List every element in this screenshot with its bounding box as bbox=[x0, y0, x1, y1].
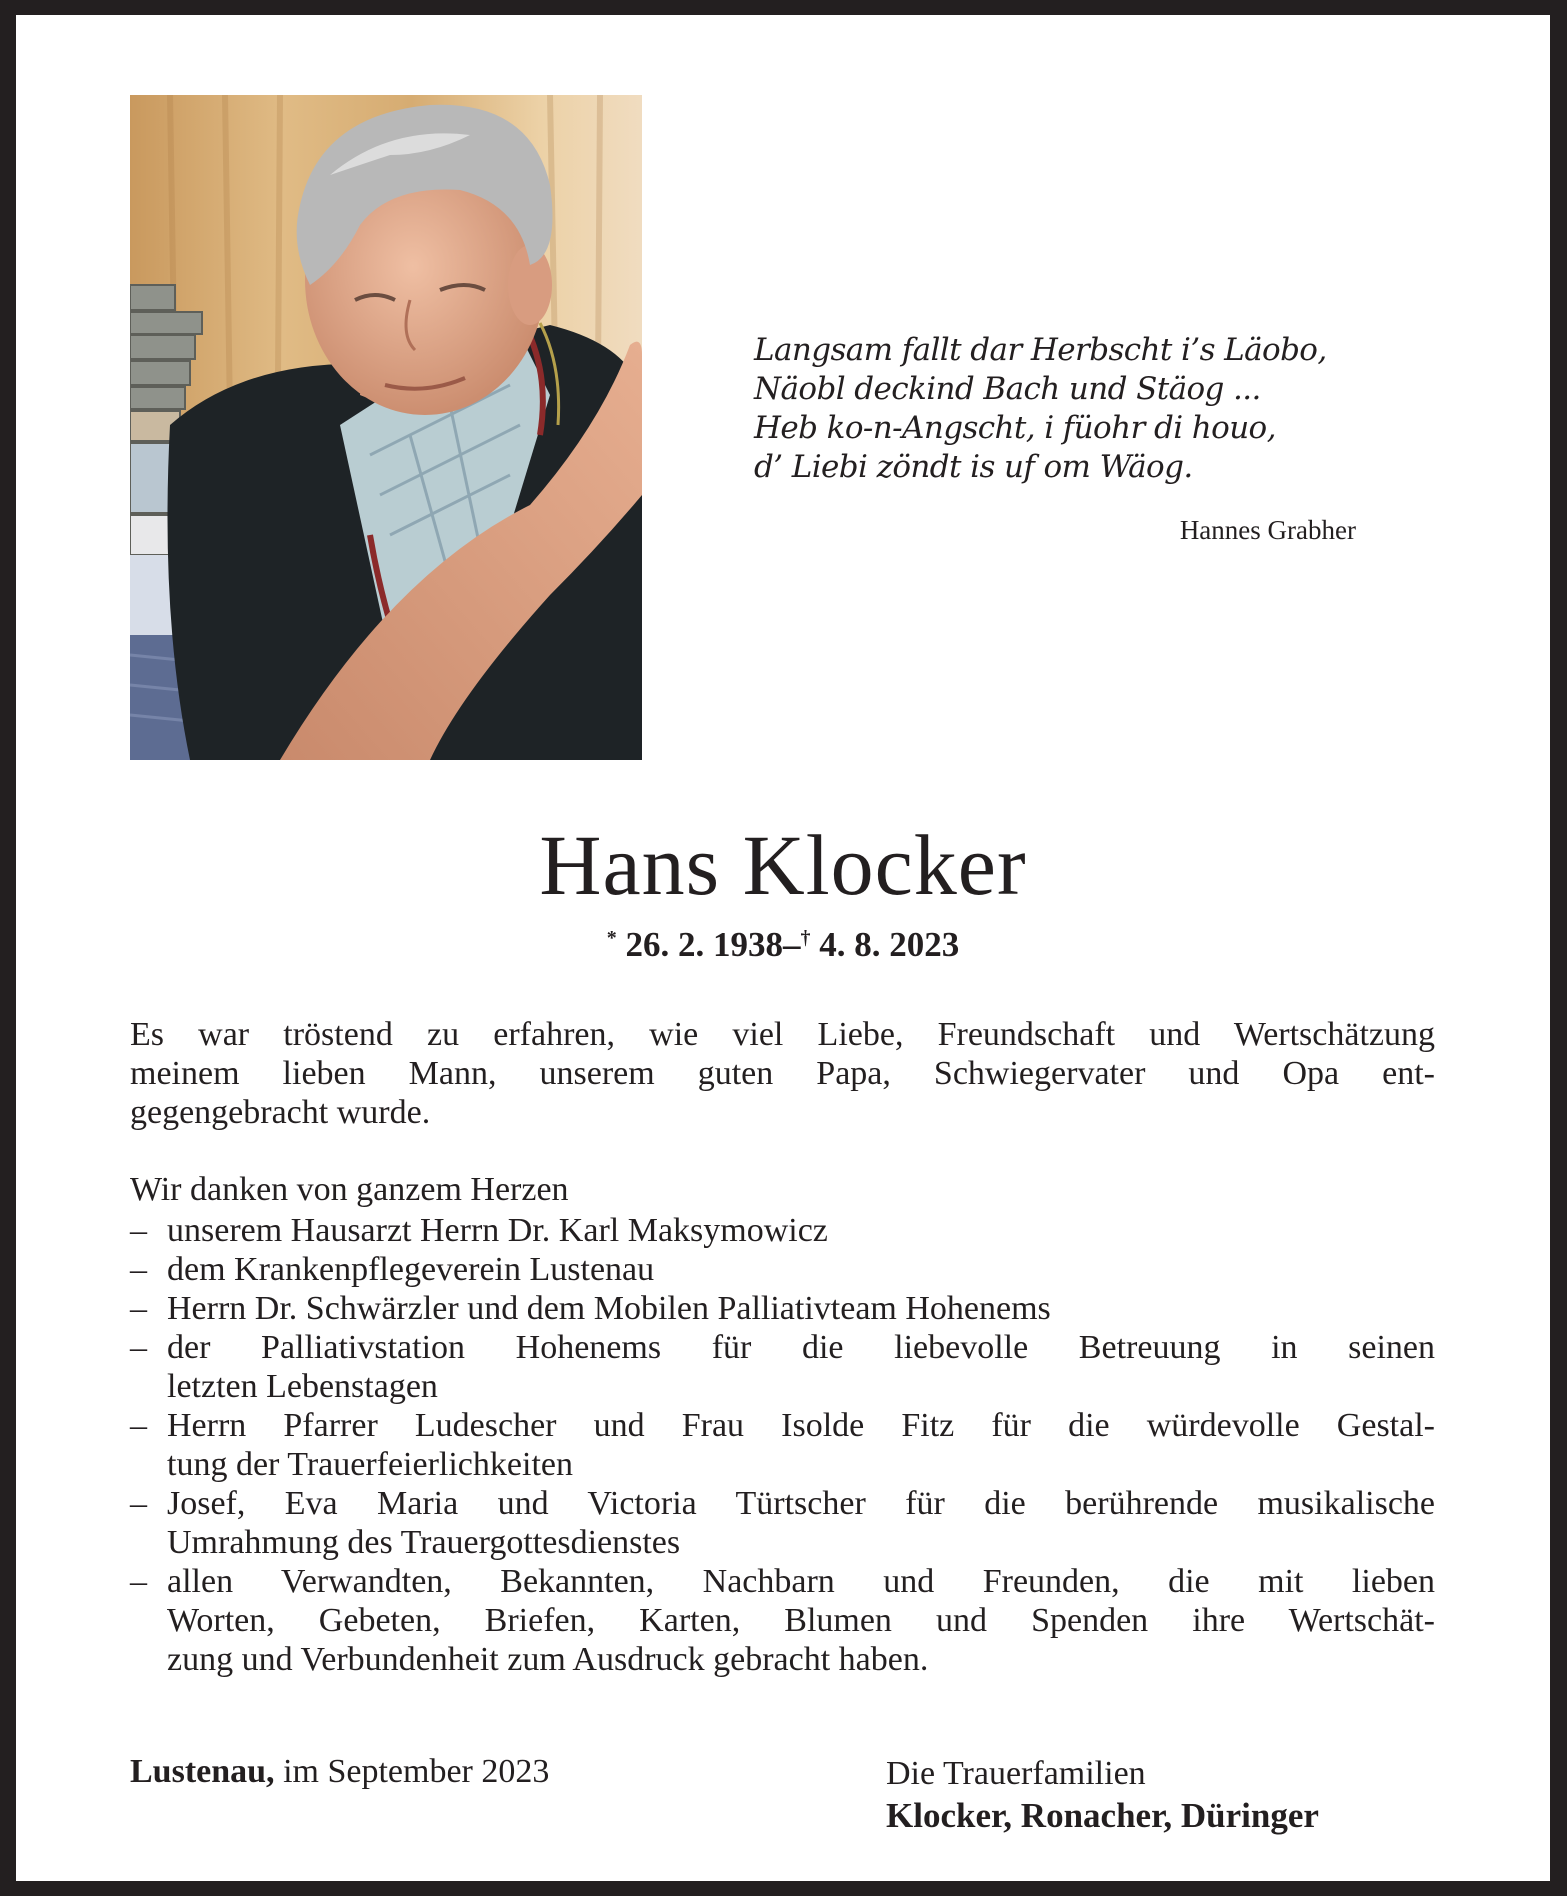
text-line: tung der Trauerfeierlichkeiten bbox=[167, 1446, 573, 1483]
dash: – bbox=[130, 1212, 147, 1249]
dash: – bbox=[130, 1407, 147, 1444]
portrait-photo bbox=[130, 95, 642, 760]
text-line: zung und Verbundenheit zum Ausdruck gebracht haben. bbox=[167, 1641, 929, 1678]
dash: – bbox=[130, 1485, 147, 1522]
text-line: Umrahmung des Trauergottesdienstes bbox=[167, 1524, 681, 1561]
poem-line: Näobl deckind Bach und Stäog ... bbox=[754, 371, 1261, 407]
list-item bbox=[130, 1328, 1435, 1406]
poem-author: Hannes Grabher bbox=[1179, 515, 1356, 545]
date: im September 2023 bbox=[283, 1753, 550, 1790]
poem-line: d’ Liebi zöndt is uf om Wäog. bbox=[754, 449, 1193, 485]
intro-paragraph bbox=[130, 1015, 1435, 1132]
text-line: gegengebracht wurde. bbox=[130, 1094, 431, 1131]
families-label: Die Trauerfamilien bbox=[886, 1755, 1146, 1792]
text-line: Herrn Pfarrer Ludescher und Frau Isolde Fitz für die würdevolle Gestal- bbox=[167, 1407, 1435, 1444]
dash: – bbox=[130, 1290, 147, 1327]
date-separator: – bbox=[783, 925, 801, 964]
poem-line: Heb ko-n-Angscht, i füohr di houo, bbox=[754, 410, 1276, 446]
text-line: Herrn Dr. Schwärzler und dem Mobilen Palliativteam Hohenems bbox=[167, 1290, 1051, 1327]
death-date: 4. 8. 2023 bbox=[819, 925, 960, 964]
place: Lustenau, bbox=[130, 1753, 275, 1790]
list-item bbox=[130, 1562, 1435, 1679]
life-dates bbox=[16, 925, 1550, 965]
families-names: Klocker, Ronacher, Düringer bbox=[886, 1796, 1319, 1835]
text-line: der Palliativstation Hohenems für die liebevolle Betreuung in seinen bbox=[167, 1329, 1435, 1366]
text-line: Josef, Eva Maria und Victoria Türtscher für die berührende musikalische bbox=[167, 1485, 1435, 1522]
obituary-page bbox=[16, 15, 1550, 1881]
thanks-title bbox=[130, 1170, 1435, 1209]
dash: – bbox=[130, 1329, 147, 1366]
birth-symbol: * bbox=[606, 927, 617, 949]
text-line: meinem lieben Mann, unserem guten Papa, Schwiegervater und Opa ent- bbox=[130, 1055, 1435, 1092]
birth-date: 26. 2. 1938 bbox=[625, 925, 783, 964]
list-item bbox=[130, 1250, 1435, 1289]
text-line: allen Verwandten, Bekannten, Nachbarn und Freunden, die mit lieben bbox=[167, 1563, 1435, 1600]
thanks-list bbox=[130, 1211, 1435, 1679]
signature-block bbox=[886, 1753, 1319, 1837]
list-item bbox=[130, 1289, 1435, 1328]
portrait-illustration bbox=[130, 95, 642, 760]
death-symbol: † bbox=[800, 927, 811, 949]
dash: – bbox=[130, 1563, 147, 1600]
text-line: unserem Hausarzt Herrn Dr. Karl Maksymowicz bbox=[167, 1212, 828, 1249]
list-item bbox=[130, 1406, 1435, 1484]
list-item bbox=[130, 1211, 1435, 1250]
dash: – bbox=[130, 1251, 147, 1288]
list-item bbox=[130, 1484, 1435, 1562]
text-line: Worten, Gebeten, Briefen, Karten, Blumen und Spenden ihre Wertschät- bbox=[167, 1602, 1435, 1639]
poem-line: Langsam fallt dar Herbscht i’s Läobo, bbox=[754, 332, 1327, 368]
text-line: letzten Lebenstagen bbox=[167, 1368, 438, 1405]
text-line: dem Krankenpflegeverein Lustenau bbox=[167, 1251, 655, 1288]
text-line: Es war tröstend zu erfahren, wie viel Liebe, Freundschaft und Wertschätzung bbox=[130, 1016, 1435, 1053]
place-date bbox=[130, 1753, 549, 1791]
poem bbox=[754, 331, 1374, 487]
deceased-name: Hans Klocker bbox=[539, 817, 1027, 913]
thanks-title-text: Wir danken von ganzem Herzen bbox=[130, 1171, 569, 1208]
